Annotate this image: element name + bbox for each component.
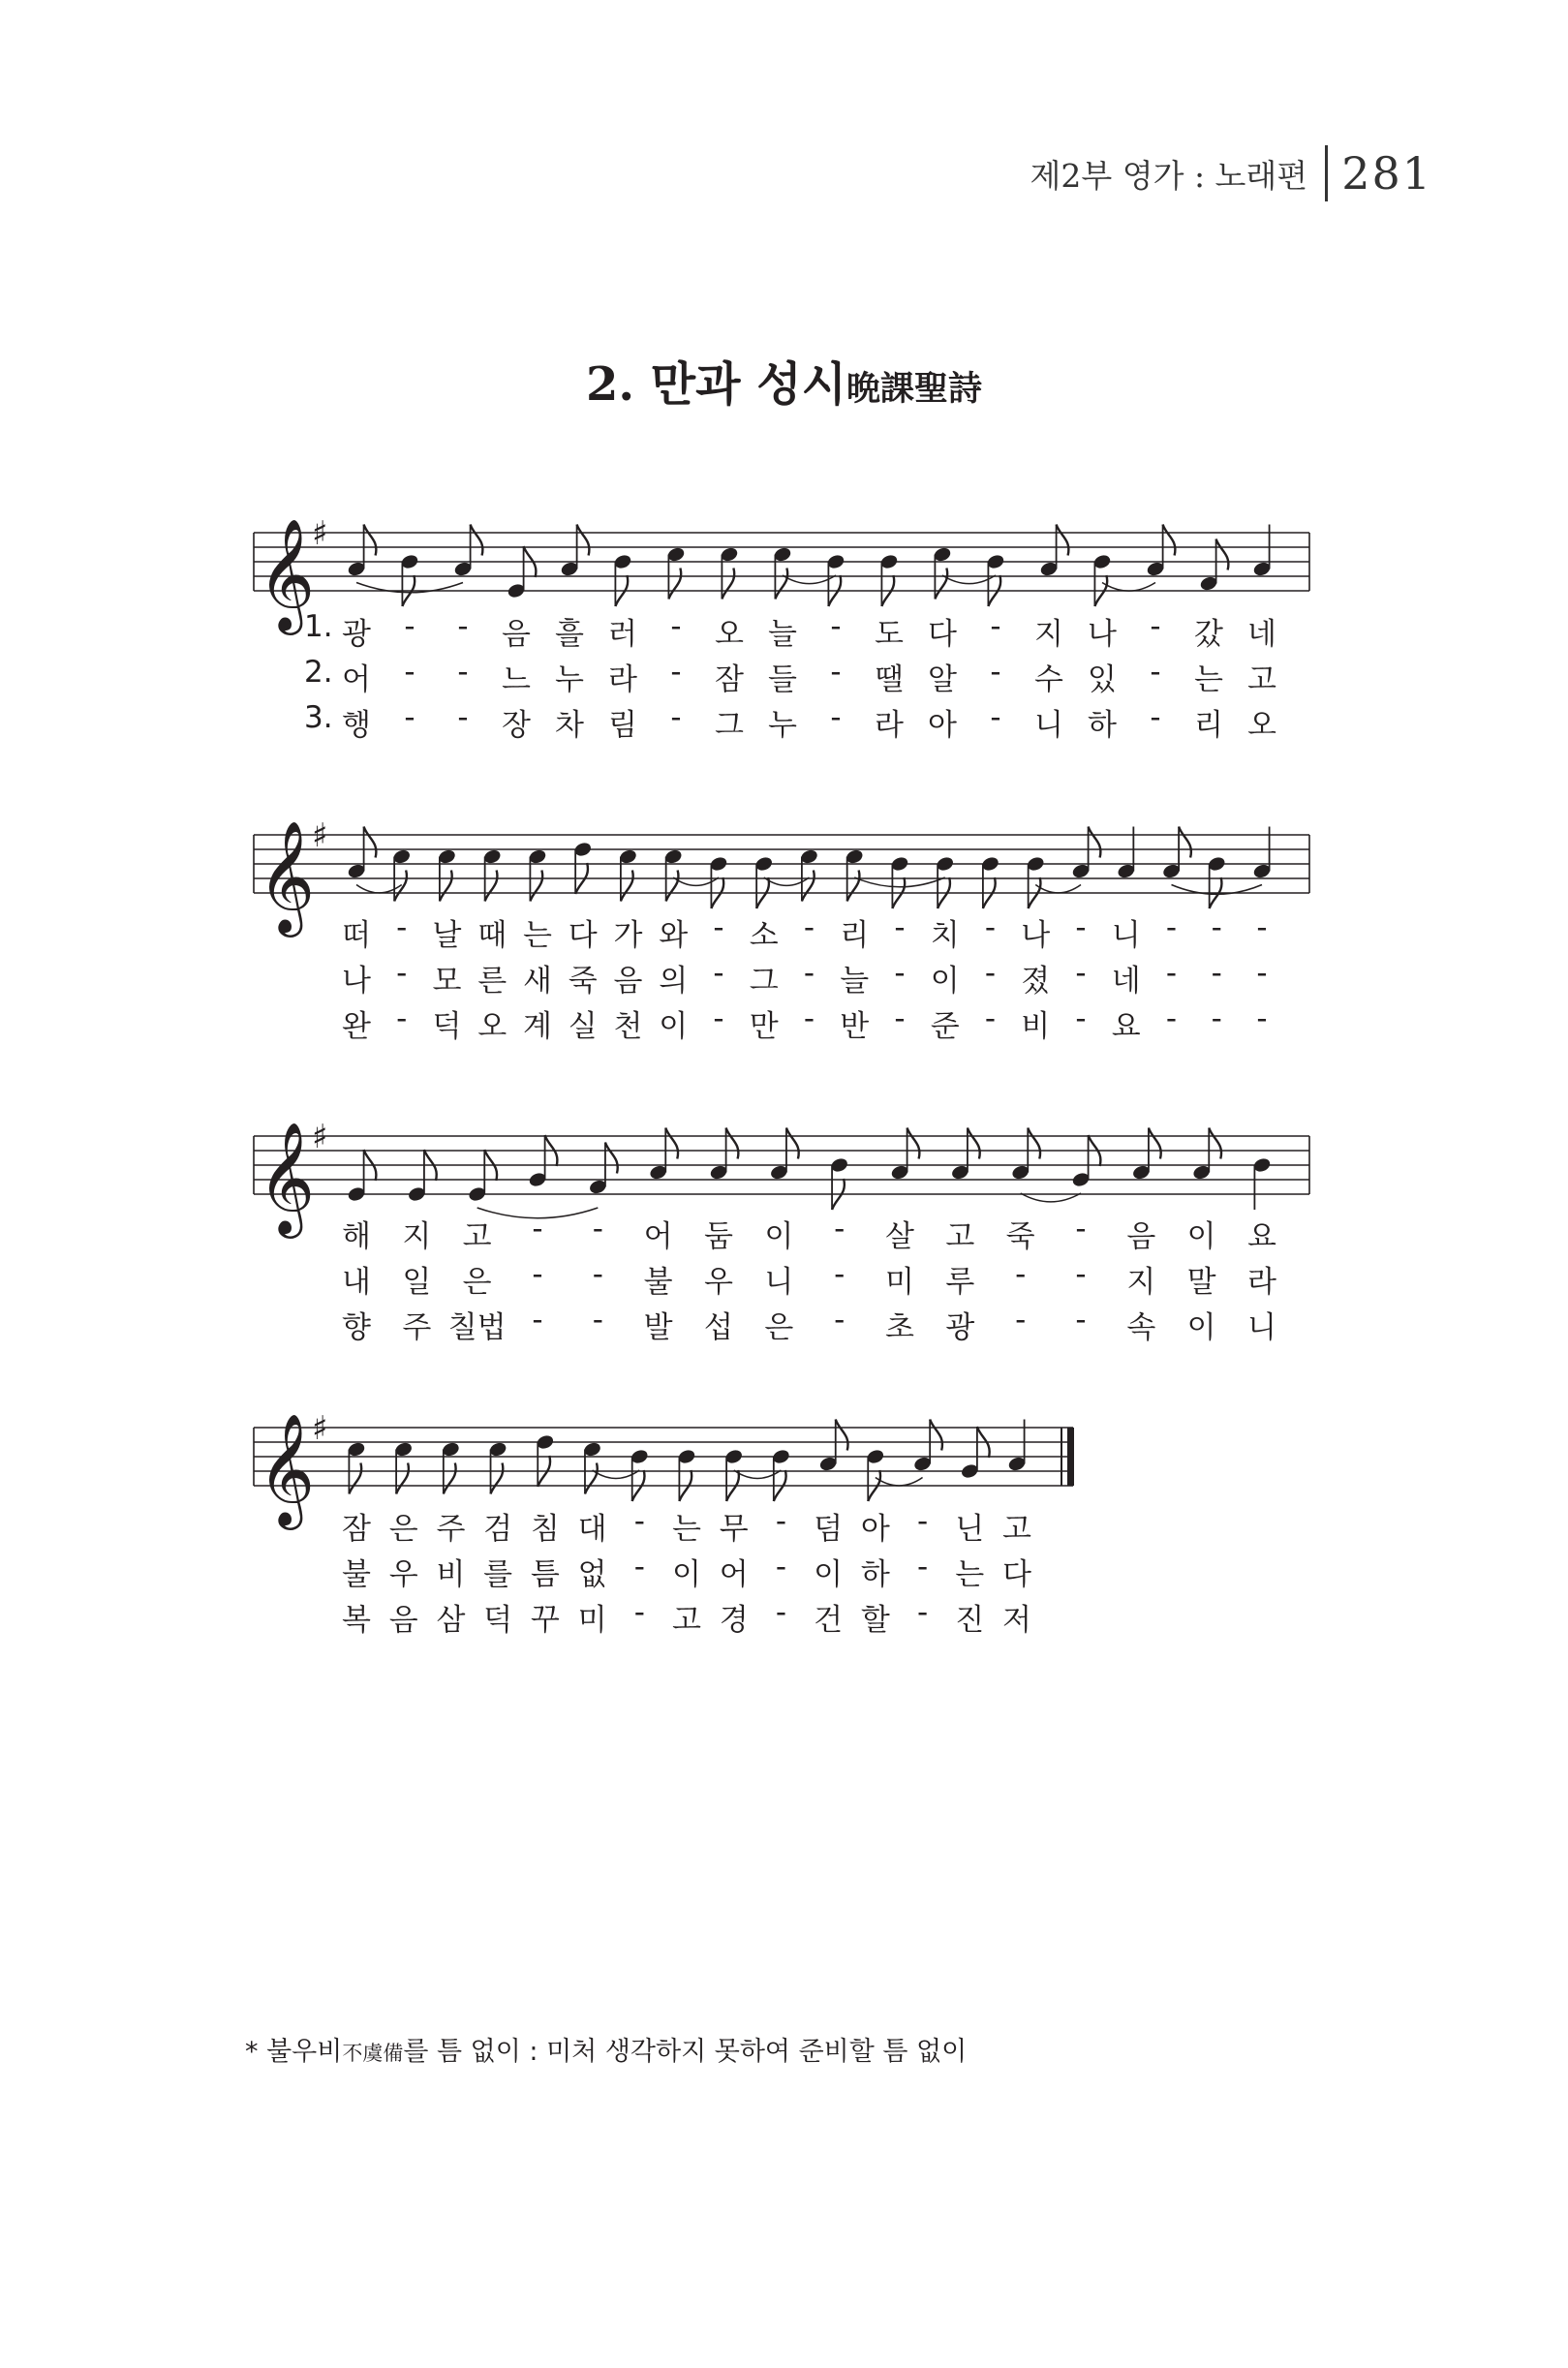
lyric-syllable: 행	[342, 708, 371, 743]
lyric-syllable: 하	[1088, 708, 1117, 743]
lyric-syllable: 느	[502, 662, 531, 697]
lyric-syllable: -	[670, 700, 682, 735]
lyric-syllable: 이	[930, 964, 960, 999]
note-flag	[471, 525, 483, 556]
lyric-syllable: 나	[342, 964, 371, 999]
lyric-syllable: 새	[523, 964, 552, 999]
lyric-syllable: -	[803, 956, 815, 991]
lyric-syllable: 불	[342, 1557, 371, 1592]
note-flag	[577, 525, 590, 556]
quarter-note	[1252, 1156, 1272, 1210]
lyric-syllable: -	[1075, 1303, 1087, 1338]
lyric-syllable: 하	[860, 1557, 890, 1592]
lyric-syllable: 꾸	[530, 1603, 560, 1638]
lyric-syllable: 들	[768, 662, 797, 697]
note-flag	[396, 1463, 409, 1494]
lyric-syllable: 오	[1247, 708, 1276, 743]
header-divider	[1325, 145, 1328, 201]
lyric-syllable: 림	[608, 708, 637, 743]
lyric-syllable: 이	[659, 1009, 689, 1044]
lyric-syllable: 우	[704, 1265, 733, 1300]
lyric-syllable: -	[916, 1550, 929, 1584]
lyric-syllable: -	[1256, 910, 1268, 945]
lyric-syllable: -	[1015, 1303, 1027, 1338]
lyric-syllable: -	[775, 1504, 787, 1539]
lyric-syllable: 은	[462, 1265, 492, 1300]
lyric-syllable: 은	[388, 1512, 418, 1547]
lyric-syllable: -	[984, 910, 997, 945]
lyric-syllable: 죽	[568, 964, 598, 999]
lyric-syllable: 어	[643, 1219, 673, 1254]
lyric-syllable: 준	[930, 1009, 960, 1044]
lyric-syllable: 틈	[530, 1557, 560, 1592]
lyric-syllable: 요	[1111, 1009, 1141, 1044]
lyric-syllable: 광	[945, 1310, 975, 1345]
note-flag	[364, 525, 377, 556]
lyric-syllable: -	[1075, 1212, 1087, 1246]
lyric-syllable: -	[1075, 910, 1087, 945]
lyric-syllable: 알	[928, 662, 957, 697]
key-signature-sharp: ♯	[312, 1118, 328, 1156]
note-flag	[836, 1420, 848, 1451]
note-flag	[585, 1463, 598, 1494]
lyric-row-verse-3	[0, 1303, 1568, 1345]
lyric-syllable: 이	[814, 1557, 844, 1592]
lyric-syllable: 른	[477, 964, 507, 999]
lyric-syllable: -	[670, 655, 682, 690]
lyric-syllable: -	[457, 700, 469, 735]
lyric-syllable: 소	[749, 918, 779, 953]
lyric-syllable: -	[532, 1212, 543, 1246]
lyric-syllable: -	[592, 1257, 603, 1292]
lyric-syllable: 건	[814, 1603, 844, 1638]
lyric-syllable: 지	[402, 1219, 432, 1254]
lyric-syllable: 갔	[1194, 617, 1223, 652]
lyric-syllable: 모	[432, 964, 462, 999]
lyric-syllable: 를	[483, 1557, 513, 1592]
lyric-syllable: 네	[1247, 617, 1276, 652]
lyric-syllable: 음	[388, 1603, 418, 1638]
lyric-syllable: -	[984, 956, 997, 991]
lyric-syllable: 잠	[342, 1512, 371, 1547]
lyric-syllable: -	[670, 609, 682, 644]
lyric-syllable: 는	[672, 1512, 701, 1547]
lyric-row-verse-1	[0, 609, 1568, 652]
lyric-syllable: -	[1150, 655, 1161, 690]
lyric-syllable: -	[775, 1595, 787, 1630]
running-header	[1030, 145, 1432, 201]
note-flag	[722, 569, 734, 600]
note-flag	[907, 1128, 920, 1159]
lyric-syllable: 경	[719, 1603, 749, 1638]
lyric-syllable: -	[830, 655, 842, 690]
note-flag	[775, 569, 787, 600]
lyric-syllable: 다	[928, 617, 957, 652]
eighth-note	[879, 553, 899, 606]
lyric-syllable: 리	[1194, 708, 1223, 743]
note-flag	[668, 569, 681, 600]
note-flag	[605, 1143, 618, 1174]
lyric-syllable: 누	[768, 708, 797, 743]
lyric-syllable: 는	[1194, 662, 1223, 697]
note-flag	[444, 1463, 456, 1494]
lyric-syllable: -	[457, 609, 469, 644]
lyric-syllable: 는	[523, 918, 552, 953]
lyric-syllable: -	[396, 910, 408, 945]
lyric-syllable: -	[834, 1303, 845, 1338]
footnote-prefix: * 불우비	[245, 2037, 343, 2067]
lyric-syllable: 이	[1186, 1219, 1216, 1254]
lyric-syllable: -	[592, 1212, 603, 1246]
lyric-syllable: 지	[1034, 617, 1063, 652]
eighth-note	[936, 855, 955, 908]
note-flag	[485, 871, 498, 902]
key-signature-sharp: ♯	[312, 514, 328, 553]
lyric-syllable: 미	[577, 1603, 607, 1638]
lyric-syllable: -	[990, 700, 1001, 735]
lyric-syllable: -	[894, 956, 906, 991]
note-flag	[1163, 525, 1176, 556]
lyric-syllable: 치	[930, 918, 960, 953]
lyric-syllable: 날	[432, 918, 462, 953]
lyric-syllable: 죽	[1005, 1219, 1035, 1254]
lyric-syllable: 음	[613, 964, 643, 999]
note-flag	[491, 1463, 504, 1494]
lyric-syllable: 반	[840, 1009, 870, 1044]
lyric-syllable: -	[396, 1001, 408, 1036]
lyric-syllable: -	[1165, 956, 1178, 991]
lyric-syllable: 칠법	[447, 1310, 507, 1345]
lyric-syllable: -	[916, 1504, 929, 1539]
lyric-syllable: 은	[764, 1310, 794, 1345]
lyric-syllable: 침	[530, 1512, 560, 1547]
lyric-syllable: -	[1211, 1001, 1222, 1036]
lyric-syllable: 진	[955, 1603, 985, 1638]
lyric-syllable: 졌	[1021, 964, 1051, 999]
note-flag	[847, 871, 860, 902]
eighth-note	[400, 553, 419, 606]
verse-number: 2.	[304, 655, 333, 690]
note-flag	[930, 1420, 942, 1451]
lyric-row-verse-2	[0, 1550, 1568, 1592]
footnote-text: 를 틈 없이 : 미처 생각하지 못하여 준비할 틈 없이	[403, 2037, 968, 2067]
lyric-syllable: -	[404, 700, 415, 735]
lyric-syllable: 실	[568, 1009, 598, 1044]
lyric-syllable: 천	[613, 1009, 643, 1044]
page-number: 281	[1341, 147, 1432, 200]
lyric-syllable: -	[1256, 1001, 1268, 1036]
lyric-syllable: -	[404, 609, 415, 644]
lyric-row-verse-1	[0, 910, 1568, 953]
lyric-syllable: -	[1165, 910, 1178, 945]
eighth-note	[829, 1156, 848, 1210]
final-thick-barline	[1067, 1428, 1074, 1486]
lyric-syllable: 와	[659, 918, 689, 953]
lyric-syllable: 발	[643, 1310, 673, 1345]
lyric-syllable: 나	[1088, 617, 1117, 652]
lyric-syllable: -	[990, 655, 1001, 690]
lyric-syllable: 고	[1002, 1512, 1031, 1547]
lyric-syllable: -	[894, 1001, 906, 1036]
lyric-syllable: 네	[1111, 964, 1141, 999]
lyric-syllable: 니	[1034, 708, 1063, 743]
section-title: 제2부 영가 : 노래편	[1030, 156, 1308, 195]
lyric-row-verse-1	[0, 1504, 1568, 1547]
lyric-syllable: 닌	[955, 1512, 985, 1547]
lyric-syllable: -	[592, 1303, 603, 1338]
lyric-syllable: -	[834, 1212, 845, 1246]
lyric-syllable: -	[894, 910, 906, 945]
lyric-syllable: -	[834, 1257, 845, 1292]
eighth-note	[1026, 855, 1045, 908]
lyric-syllable: 어	[342, 662, 371, 697]
lyric-syllable: 그	[715, 708, 744, 743]
lyric-syllable: -	[775, 1550, 787, 1584]
lyric-syllable: 라	[875, 708, 904, 743]
lyric-syllable: 늘	[768, 617, 797, 652]
lyric-syllable: -	[1015, 1257, 1027, 1292]
lyric-syllable: 주	[402, 1310, 432, 1345]
treble-clef: 𝄞	[258, 1121, 316, 1234]
lyric-syllable: 비	[1021, 1009, 1051, 1044]
lyric-syllable: 복	[342, 1603, 371, 1638]
lyric-syllable: -	[1150, 609, 1161, 644]
lyric-syllable: 요	[1247, 1219, 1276, 1254]
lyric-syllable: -	[1150, 700, 1161, 735]
lyric-syllable: -	[803, 910, 815, 945]
lyric-syllable: 라	[608, 662, 637, 697]
eighth-note	[613, 553, 632, 606]
lyric-syllable: 고	[672, 1603, 701, 1638]
lyric-syllable: -	[633, 1504, 645, 1539]
lyric-syllable: -	[713, 1001, 724, 1036]
key-signature-sharp: ♯	[312, 1409, 328, 1448]
lyric-syllable: -	[532, 1257, 543, 1292]
footnote-hanja: 不虞備	[342, 2042, 404, 2065]
lyric-syllable: -	[803, 1001, 815, 1036]
lyric-syllable: 의	[659, 964, 689, 999]
lyric-syllable: -	[1211, 956, 1222, 991]
lyric-syllable: 땔	[875, 662, 904, 697]
lyric-syllable: 도	[875, 617, 904, 652]
lyric-syllable: 저	[1002, 1603, 1031, 1638]
slur	[1035, 885, 1081, 893]
lyric-syllable: 검	[483, 1512, 513, 1547]
verse-number: 1.	[304, 609, 333, 644]
lyric-syllable: -	[404, 655, 415, 690]
lyric-row-verse-2	[0, 655, 1568, 697]
lyric-syllable: 아	[928, 708, 957, 743]
note-flag	[935, 569, 947, 600]
lyric-syllable: 때	[477, 918, 507, 953]
note-flag	[1057, 525, 1069, 556]
lyric-syllable: 어	[719, 1557, 749, 1592]
lyric-syllable: 그	[749, 964, 779, 999]
lyric-syllable: 광	[342, 617, 371, 652]
treble-clef: 𝄞	[258, 517, 316, 630]
hymn-title-hanja: 晩課聖詩	[846, 369, 983, 409]
verse-number: 3.	[304, 700, 333, 735]
lyric-syllable: 계	[523, 1009, 552, 1044]
lyric-syllable: 라	[1247, 1265, 1276, 1300]
lyric-syllable: 만	[749, 1009, 779, 1044]
lyric-row-verse-2	[0, 956, 1568, 999]
lyric-syllable: 지	[1126, 1265, 1156, 1300]
slur	[876, 1478, 923, 1486]
lyric-syllable: 삼	[436, 1603, 466, 1638]
note-flag	[1149, 1128, 1161, 1159]
lyric-syllable: -	[830, 609, 842, 644]
lyric-syllable: 오	[477, 1009, 507, 1044]
lyric-syllable: 완	[342, 1009, 371, 1044]
lyric-syllable: 우	[388, 1557, 418, 1592]
lyric-syllable: -	[830, 700, 842, 735]
lyric-syllable: 둠	[704, 1219, 733, 1254]
lyric-syllable: -	[713, 910, 724, 945]
slur	[1102, 583, 1155, 592]
lyric-syllable: 아	[860, 1512, 890, 1547]
lyric-syllable: -	[633, 1595, 645, 1630]
eighth-note	[677, 1448, 696, 1501]
lyric-syllable: 일	[402, 1265, 432, 1300]
note-flag	[530, 871, 542, 902]
lyric-syllable: 덤	[814, 1512, 844, 1547]
lyric-row-verse-1	[0, 1212, 1568, 1254]
lyric-syllable: 향	[342, 1310, 371, 1345]
lyric-syllable: -	[1165, 1001, 1178, 1036]
eighth-note	[536, 1433, 555, 1487]
lyric-syllable: 다	[1002, 1557, 1031, 1592]
lyric-syllable: 살	[885, 1219, 914, 1254]
lyric-syllable: 오	[715, 617, 744, 652]
lyric-syllable: 는	[955, 1557, 985, 1592]
lyric-row-verse-3	[0, 1595, 1568, 1638]
note-flag	[440, 871, 452, 902]
note-flag	[1179, 827, 1191, 858]
note-flag	[666, 871, 679, 902]
lyric-syllable: -	[1075, 956, 1087, 991]
note-flag	[1209, 1128, 1221, 1159]
lyric-syllable: 이	[1186, 1310, 1216, 1345]
lyric-syllable: 속	[1126, 1310, 1156, 1345]
lyric-syllable: 있	[1088, 662, 1117, 697]
lyric-syllable: 말	[1186, 1265, 1216, 1300]
lyric-row-verse-3	[0, 1001, 1568, 1044]
lyric-syllable: -	[1256, 956, 1268, 991]
note-flag	[726, 1128, 739, 1159]
lyric-syllable: 비	[436, 1557, 466, 1592]
lyric-syllable: 장	[502, 708, 531, 743]
lyric-syllable: 러	[608, 617, 637, 652]
lyric-syllable: 초	[885, 1310, 914, 1345]
lyric-syllable: 없	[577, 1557, 607, 1592]
lyric-syllable: 대	[577, 1512, 607, 1547]
lyric-syllable: -	[396, 956, 408, 991]
lyric-syllable: 이	[672, 1557, 701, 1592]
note-flag	[786, 1128, 799, 1159]
lyric-syllable: 덕	[432, 1009, 462, 1044]
lyric-syllable: -	[990, 609, 1001, 644]
lyric-syllable: 무	[719, 1512, 749, 1547]
lyric-syllable: 잠	[715, 662, 744, 697]
note-flag	[621, 871, 633, 902]
lyric-syllable: 미	[885, 1265, 914, 1300]
eighth-note	[866, 1448, 885, 1501]
lyric-syllable: 이	[764, 1219, 794, 1254]
lyric-syllable: -	[1075, 1001, 1087, 1036]
lyric-syllable: 니	[1247, 1310, 1276, 1345]
lyric-row-verse-2	[0, 1257, 1568, 1300]
lyric-syllable: 고	[1247, 662, 1276, 697]
eighth-note	[573, 841, 593, 894]
eighth-note	[1092, 553, 1112, 606]
eighth-note	[980, 855, 999, 908]
lyric-syllable: -	[984, 1001, 997, 1036]
eighth-note	[1207, 855, 1226, 908]
lyric-syllable: 내	[342, 1265, 371, 1300]
lyric-syllable: 음	[502, 617, 531, 652]
lyric-syllable: 할	[860, 1603, 890, 1638]
lyric-syllable: -	[633, 1550, 645, 1584]
lyric-syllable: 흘	[555, 617, 584, 652]
note-flag	[349, 1463, 361, 1494]
lyric-syllable: 해	[342, 1219, 371, 1254]
lyric-syllable: 수	[1034, 662, 1063, 697]
note-flag	[968, 1128, 980, 1159]
lyric-syllable: 가	[613, 918, 643, 953]
lyric-syllable: 리	[840, 918, 870, 953]
lyric-syllable: 주	[436, 1512, 466, 1547]
lyric-syllable: 루	[945, 1265, 975, 1300]
lyric-syllable: 다	[568, 918, 598, 953]
lyric-syllable: -	[1211, 910, 1222, 945]
eighth-note	[890, 855, 909, 908]
footnote	[245, 2030, 967, 2068]
lyric-syllable: -	[457, 655, 469, 690]
note-flag	[1216, 539, 1229, 570]
lyric-syllable: -	[532, 1303, 543, 1338]
lyric-syllable: -	[916, 1595, 929, 1630]
lyric-syllable: 누	[555, 662, 584, 697]
lyric-syllable: 고	[945, 1219, 975, 1254]
key-signature-sharp: ♯	[312, 816, 328, 855]
note-flag	[802, 871, 815, 902]
treble-clef: 𝄞	[258, 819, 316, 933]
lyric-syllable: 섭	[704, 1310, 733, 1345]
lyric-syllable: 불	[643, 1265, 673, 1300]
lyric-syllable: 고	[462, 1219, 492, 1254]
lyric-syllable: 늘	[840, 964, 870, 999]
hymn-title	[0, 347, 1568, 414]
note-flag	[364, 827, 377, 858]
lyric-syllable: 음	[1126, 1219, 1156, 1254]
hymn-title-korean: 2. 만과 성시	[585, 357, 846, 412]
lyric-syllable: 덕	[483, 1603, 513, 1638]
lyric-syllable: 니	[764, 1265, 794, 1300]
note-flag	[665, 1128, 678, 1159]
treble-clef: 𝄞	[258, 1412, 316, 1525]
note-flag	[1028, 1128, 1040, 1159]
note-flag	[1089, 827, 1101, 858]
lyric-syllable: 나	[1021, 918, 1051, 953]
lyric-syllable: 떠	[342, 918, 371, 953]
lyric-syllable: 차	[555, 708, 584, 743]
lyric-syllable: 니	[1111, 918, 1141, 953]
lyric-syllable: -	[713, 956, 724, 991]
lyric-row-verse-3	[0, 700, 1568, 743]
lyric-syllable: -	[1075, 1257, 1087, 1292]
